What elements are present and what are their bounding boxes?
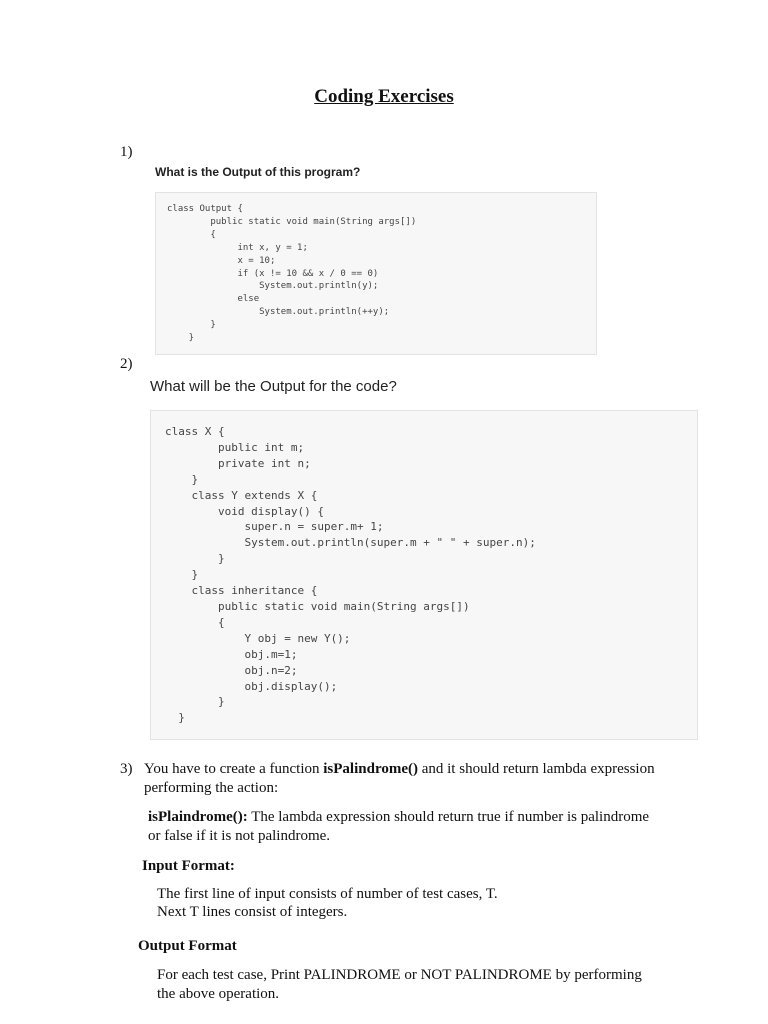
output-format-heading: Output Format [138, 938, 237, 954]
input-format-line1: The first line of input consists of number of test cases, T. [157, 886, 498, 902]
function-description [148, 808, 748, 846]
question-2-heading: What will be the Output for the code? [150, 378, 397, 395]
question-1-code-block [155, 192, 597, 355]
output-format-line1: For each test case, Print PALINDROME or NOT PALINDROME by performing [157, 967, 642, 983]
question-3-number: 3) [120, 761, 133, 777]
input-format-line2: Next T lines consist of integers. [157, 904, 348, 920]
input-format-heading: Input Format: [142, 858, 235, 874]
question-2-code-block [150, 410, 698, 740]
question-3-intro-line2: performing the action: [144, 780, 279, 796]
question-3-intro-post: and it should return lambda expression [417, 761, 655, 777]
function-description-line2: or false if it is not palindrome. [148, 828, 331, 844]
function-description-name: isPlaindrome(): [148, 809, 248, 825]
question-1-number: 1) [120, 144, 133, 160]
question-1-code: class Output { public static void main(String args[]) { int x, y = 1; x = 10; if (x != 10 && x / 0 == 0) System.out.println(y); else System.out.println(++y); } } [167, 204, 417, 344]
output-format-text [157, 966, 737, 1004]
page-title: Coding Exercises [314, 86, 454, 107]
question-2-code: class X { public int m; private int n; } class Y extends X { void display() { super.n = super.m+ 1; System.out.println(super.m + " " + super.n); } } class inheritance { public static void main(String args[]) { Y obj = new Y(); obj.m=1; obj.n=2; obj.display(); } } [165, 425, 536, 725]
question-2-number: 2) [120, 356, 133, 372]
function-description-text: The lambda expression should return true if number is palindrome [247, 809, 650, 825]
question-3-intro-pre: You have to create a function [144, 761, 324, 777]
function-name: isPalindrome() [323, 761, 418, 777]
input-format-text [157, 885, 737, 921]
output-format-line2: the above operation. [157, 986, 280, 1002]
question-3-intro [144, 760, 744, 798]
question-1-heading: What is the Output of this program? [155, 165, 361, 179]
